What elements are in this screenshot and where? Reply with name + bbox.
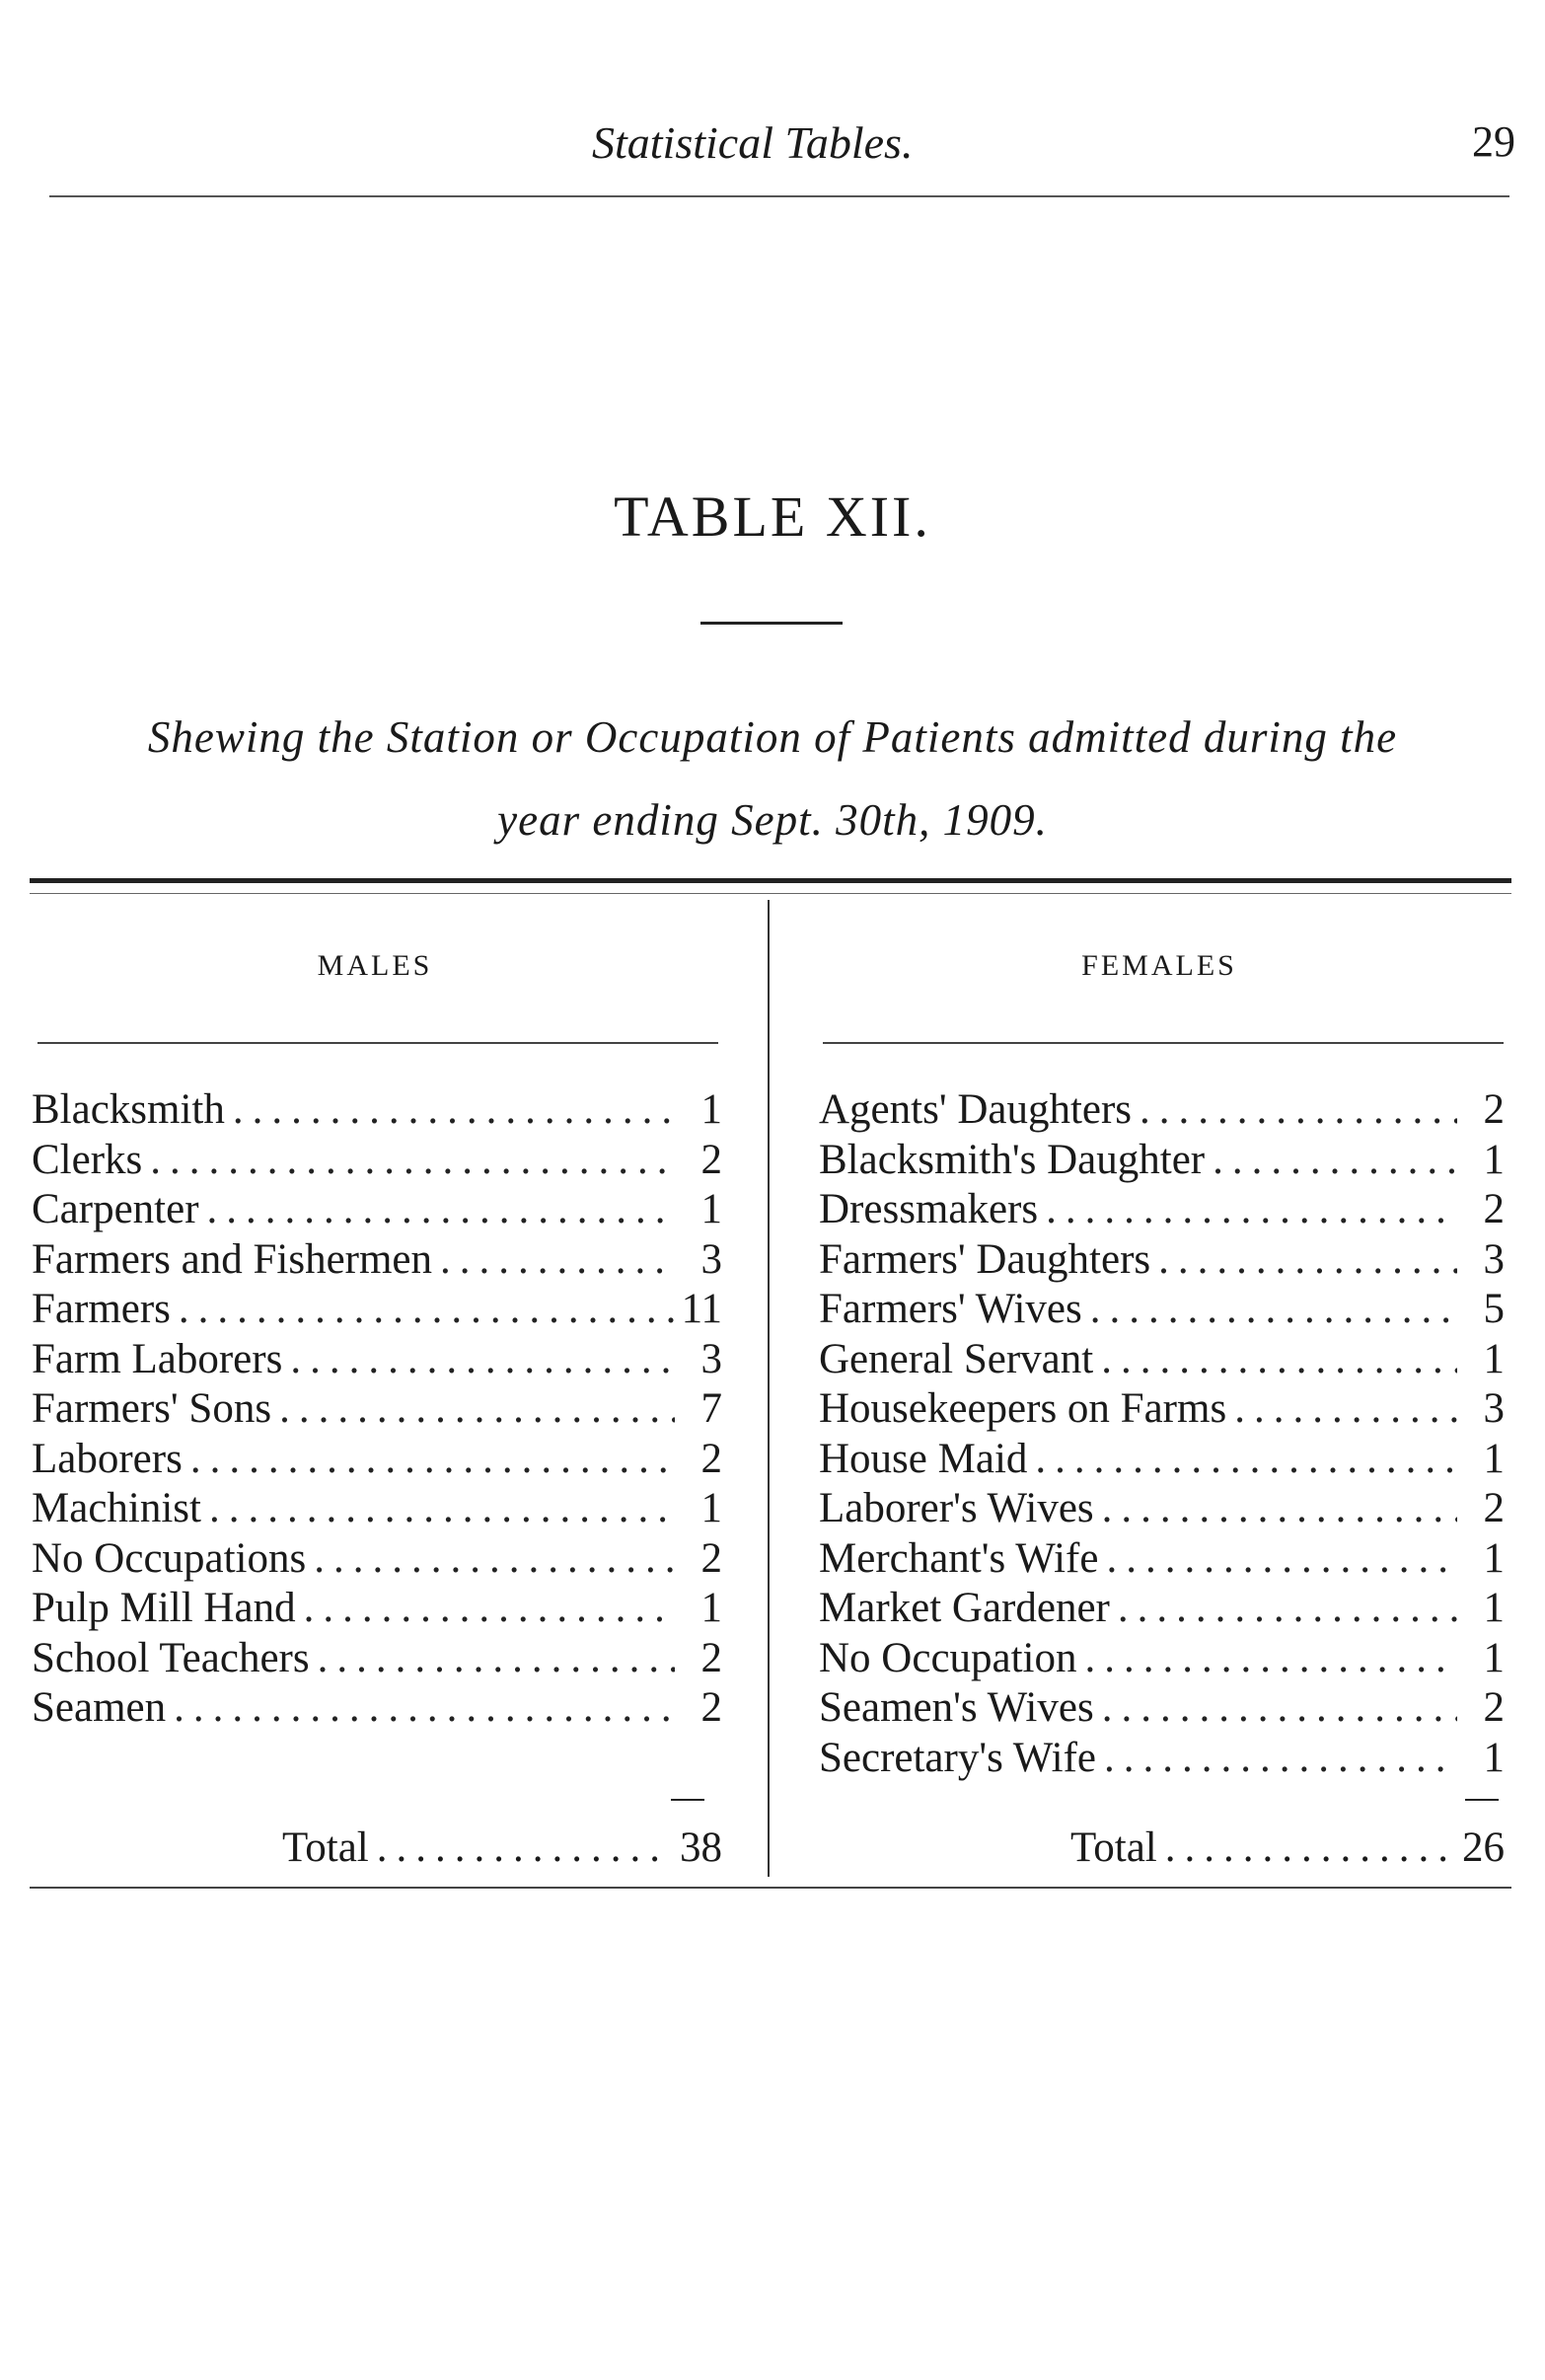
females-list xyxy=(819,1085,1505,1783)
running-title: Statistical Tables. xyxy=(592,117,914,168)
females-total-row xyxy=(1070,1823,1505,1873)
males-row xyxy=(32,1384,722,1435)
females-row xyxy=(819,1185,1505,1235)
count-value: 3 xyxy=(700,1235,722,1283)
title-dash xyxy=(700,622,843,625)
count-value: 2 xyxy=(700,1684,722,1731)
occupation-label: No Occupations xyxy=(32,1534,307,1582)
occupation-label: Market Gardener xyxy=(819,1585,1110,1631)
total-value: 26 xyxy=(1462,1824,1505,1871)
occupation-label: General Servant xyxy=(819,1335,1094,1382)
males-row xyxy=(32,1335,722,1385)
dot-leader xyxy=(279,1384,675,1434)
females-row xyxy=(819,1683,1505,1734)
males-row xyxy=(32,1435,722,1485)
count-value: 2 xyxy=(1483,1086,1505,1133)
count-value: 2 xyxy=(700,1534,722,1582)
occupation-label: Seamen's Wives xyxy=(819,1684,1094,1731)
page-number: 29 xyxy=(1472,117,1515,166)
dot-leader xyxy=(304,1584,675,1633)
occupation-label: Seamen xyxy=(32,1684,167,1731)
males-header-rule xyxy=(37,1042,718,1044)
table-top-thin-rule xyxy=(30,893,1511,894)
occupation-label: Farmers' Wives xyxy=(819,1286,1082,1332)
occupation-label: Farm Laborers xyxy=(32,1335,283,1382)
females-row xyxy=(819,1435,1505,1485)
count-value: 7 xyxy=(700,1385,722,1432)
occupation-label: Pulp Mill Hand xyxy=(32,1585,296,1631)
dot-leader xyxy=(179,1285,674,1334)
count-value: 1 xyxy=(1483,1734,1505,1781)
males-list xyxy=(32,1085,722,1734)
count-value: 1 xyxy=(1483,1634,1505,1681)
count-value: 1 xyxy=(1483,1534,1505,1582)
dot-leader xyxy=(1234,1384,1457,1434)
dot-leader xyxy=(190,1435,675,1484)
dot-leader xyxy=(1118,1584,1457,1633)
occupation-label: Laborers xyxy=(32,1435,183,1482)
count-value: 2 xyxy=(700,1136,722,1183)
occupation-label: House Maid xyxy=(819,1435,1028,1482)
dot-leader xyxy=(1106,1534,1457,1584)
females-header: FEMALES xyxy=(1081,949,1237,982)
females-row xyxy=(819,1534,1505,1585)
dot-leader xyxy=(314,1534,675,1584)
total-value: 38 xyxy=(680,1824,722,1871)
occupation-label: School Teachers xyxy=(32,1634,310,1681)
dot-leader xyxy=(209,1484,675,1533)
occupation-label: Carpenter xyxy=(32,1186,199,1232)
females-row xyxy=(819,1734,1505,1784)
total-label: Total xyxy=(282,1824,369,1871)
table-bottom-rule xyxy=(30,1887,1511,1889)
dot-leader xyxy=(1102,1683,1457,1733)
females-header-rule xyxy=(823,1042,1504,1044)
count-value: 1 xyxy=(700,1186,722,1232)
count-value: 1 xyxy=(700,1086,722,1133)
dot-leader xyxy=(1140,1085,1457,1135)
males-row xyxy=(32,1285,722,1335)
count-value: 2 xyxy=(700,1634,722,1681)
occupation-label: Clerks xyxy=(32,1136,143,1183)
table-title: TABLE XII. xyxy=(614,484,931,549)
dot-leader xyxy=(377,1823,671,1873)
dot-leader xyxy=(440,1235,675,1285)
males-row xyxy=(32,1683,722,1734)
females-row xyxy=(819,1335,1505,1385)
count-value: 1 xyxy=(1483,1335,1505,1382)
males-row xyxy=(32,1534,722,1585)
occupation-label: Farmers' Sons xyxy=(32,1385,272,1432)
females-row xyxy=(819,1235,1505,1286)
females-row xyxy=(819,1584,1505,1634)
count-value: 1 xyxy=(1483,1136,1505,1183)
count-value: 1 xyxy=(700,1585,722,1631)
females-row xyxy=(819,1085,1505,1136)
count-value: 1 xyxy=(700,1485,722,1531)
males-row xyxy=(32,1584,722,1634)
count-value: 3 xyxy=(1483,1235,1505,1283)
dot-leader xyxy=(1213,1136,1457,1185)
dot-leader xyxy=(1085,1634,1457,1683)
dot-leader xyxy=(1104,1734,1457,1783)
occupation-label: Blacksmith xyxy=(32,1086,225,1133)
dot-leader xyxy=(207,1185,675,1234)
dot-leader xyxy=(233,1085,675,1135)
count-value: 11 xyxy=(681,1286,722,1332)
occupation-label: Farmers and Fishermen xyxy=(32,1235,433,1283)
females-row xyxy=(819,1634,1505,1684)
occupation-label: Merchant's Wife xyxy=(819,1534,1099,1582)
dot-leader xyxy=(1158,1235,1457,1285)
header-rule xyxy=(49,195,1509,197)
females-row xyxy=(819,1484,1505,1534)
occupation-label: No Occupation xyxy=(819,1634,1077,1681)
count-value: 2 xyxy=(1483,1684,1505,1731)
males-row xyxy=(32,1185,722,1235)
males-row xyxy=(32,1085,722,1136)
subtitle-line-2: year ending Sept. 30th, 1909. xyxy=(497,795,1048,845)
dot-leader xyxy=(174,1683,675,1733)
occupation-label: Laborer's Wives xyxy=(819,1485,1094,1531)
males-row xyxy=(32,1634,722,1684)
count-value: 2 xyxy=(1483,1186,1505,1232)
table-top-rule xyxy=(30,878,1511,883)
running-head xyxy=(0,116,1545,176)
females-row xyxy=(819,1136,1505,1186)
dot-leader xyxy=(1046,1185,1457,1234)
dot-leader xyxy=(318,1634,675,1683)
occupation-label: Farmers' Daughters xyxy=(819,1235,1151,1283)
count-value: 2 xyxy=(700,1435,722,1482)
males-row xyxy=(32,1235,722,1286)
dot-leader xyxy=(290,1335,675,1384)
occupation-label: Farmers xyxy=(32,1286,171,1332)
count-value: 1 xyxy=(1483,1435,1505,1482)
males-row xyxy=(32,1484,722,1534)
males-row xyxy=(32,1136,722,1186)
dot-leader xyxy=(1101,1335,1457,1384)
dot-leader xyxy=(1035,1435,1457,1484)
dot-leader xyxy=(150,1136,675,1185)
females-sum-rule xyxy=(1465,1799,1499,1801)
subtitle-line-1: Shewing the Station or Occupation of Patients admitted during the xyxy=(147,712,1398,762)
count-value: 3 xyxy=(700,1335,722,1382)
males-sum-rule xyxy=(671,1799,704,1801)
count-value: 3 xyxy=(1483,1385,1505,1432)
males-total-row xyxy=(282,1823,722,1873)
occupation-label: Blacksmith's Daughter xyxy=(819,1136,1206,1183)
total-label: Total xyxy=(1070,1824,1157,1871)
dot-leader xyxy=(1090,1285,1457,1334)
column-divider xyxy=(768,900,770,1877)
males-header: MALES xyxy=(317,949,433,982)
dot-leader xyxy=(1102,1484,1457,1533)
occupation-label: Machinist xyxy=(32,1485,201,1531)
table-subtitle xyxy=(30,696,1515,861)
count-value: 2 xyxy=(1483,1485,1505,1531)
count-value: 1 xyxy=(1483,1585,1505,1631)
occupation-label: Agents' Daughters xyxy=(819,1086,1133,1133)
occupation-label: Secretary's Wife xyxy=(819,1734,1097,1781)
occupation-label: Dressmakers xyxy=(819,1186,1039,1232)
count-value: 5 xyxy=(1483,1286,1505,1332)
females-row xyxy=(819,1384,1505,1435)
occupation-label: Housekeepers on Farms xyxy=(819,1385,1227,1432)
dot-leader xyxy=(1165,1823,1453,1873)
females-row xyxy=(819,1285,1505,1335)
